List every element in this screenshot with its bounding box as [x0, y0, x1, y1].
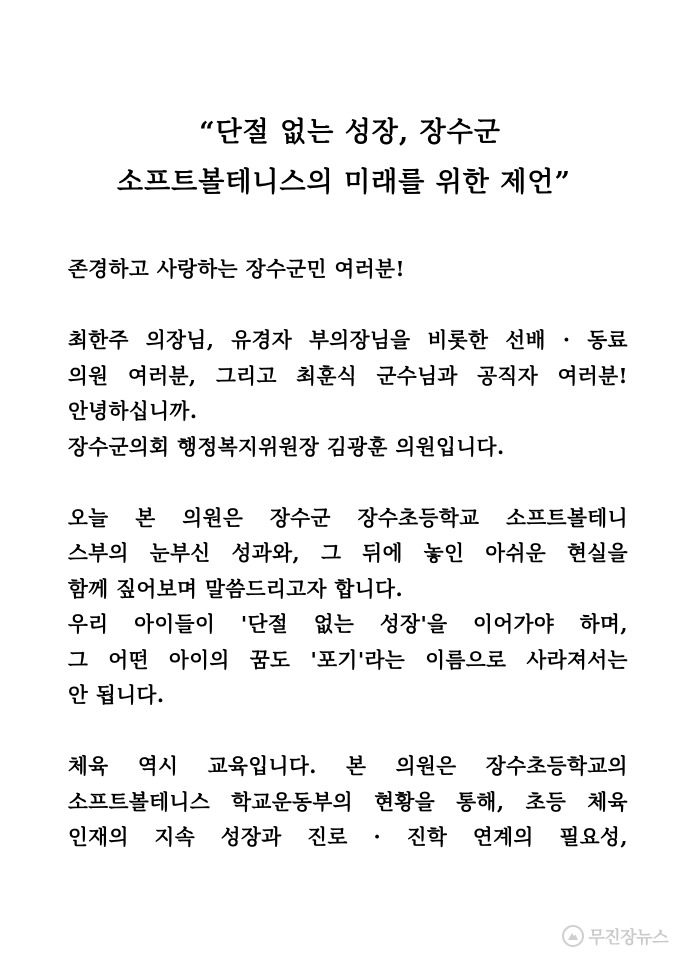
paragraph-1 — [68, 323, 628, 465]
paragraph-line: 인재의 지속 성장과 진로 · 진학 연계의 필요성, — [68, 825, 628, 849]
paragraph-line: 그 어떤 아이의 꿈도 '포기'라는 이름으로 사라져서는 — [68, 647, 628, 672]
paragraph-line: 스부의 눈부신 성과와, 그 뒤에 놓인 아쉬운 현실을 — [68, 541, 628, 565]
greeting: 존경하고 사랑하는 장수군민 여러분! — [68, 257, 405, 281]
paragraph-line: 소프트볼테니스 학교운동부의 현황을 통해, 초등 체육 — [68, 789, 628, 814]
paragraph-line: 의원 여러분, 그리고 최훈식 군수님과 공직자 여러분! — [68, 363, 628, 388]
paragraph-line: 오늘 본 의원은 장수군 장수초등학교 소프트볼테니 — [68, 505, 628, 530]
paragraph-line: 안녕하십니까. — [68, 399, 198, 423]
paragraph-line: 장수군의회 행정복지위원장 김광훈 의원입니다. — [68, 434, 505, 459]
paragraph-line: 함께 짚어보며 말씀드리고자 합니다. — [68, 576, 404, 601]
mountain-logo-icon — [562, 925, 584, 947]
paragraph-line: 최한주 의장님, 유경자 부의장님을 비롯한 선배 · 동료 — [68, 328, 628, 352]
speech-body — [68, 252, 628, 856]
watermark-text: 무진장뉴스 — [588, 928, 668, 948]
paragraph-line: 체육 역시 교육입니다. 본 의원은 장수초등학교의 — [68, 754, 628, 778]
title-line-2: 소프트볼테니스의 미래를 위한 제언” — [117, 167, 571, 198]
paragraph-3 — [68, 749, 628, 856]
watermark — [562, 923, 668, 948]
speech-title — [0, 108, 680, 208]
paragraph-line: 우리 아이들이 '단절 없는 성장'을 이어가야 하며, — [68, 612, 628, 636]
paragraph-line: 안 됩니다. — [68, 683, 165, 707]
paragraph-2 — [68, 501, 628, 714]
title-line-1: “단절 없는 성장, 장수군 — [199, 117, 501, 148]
